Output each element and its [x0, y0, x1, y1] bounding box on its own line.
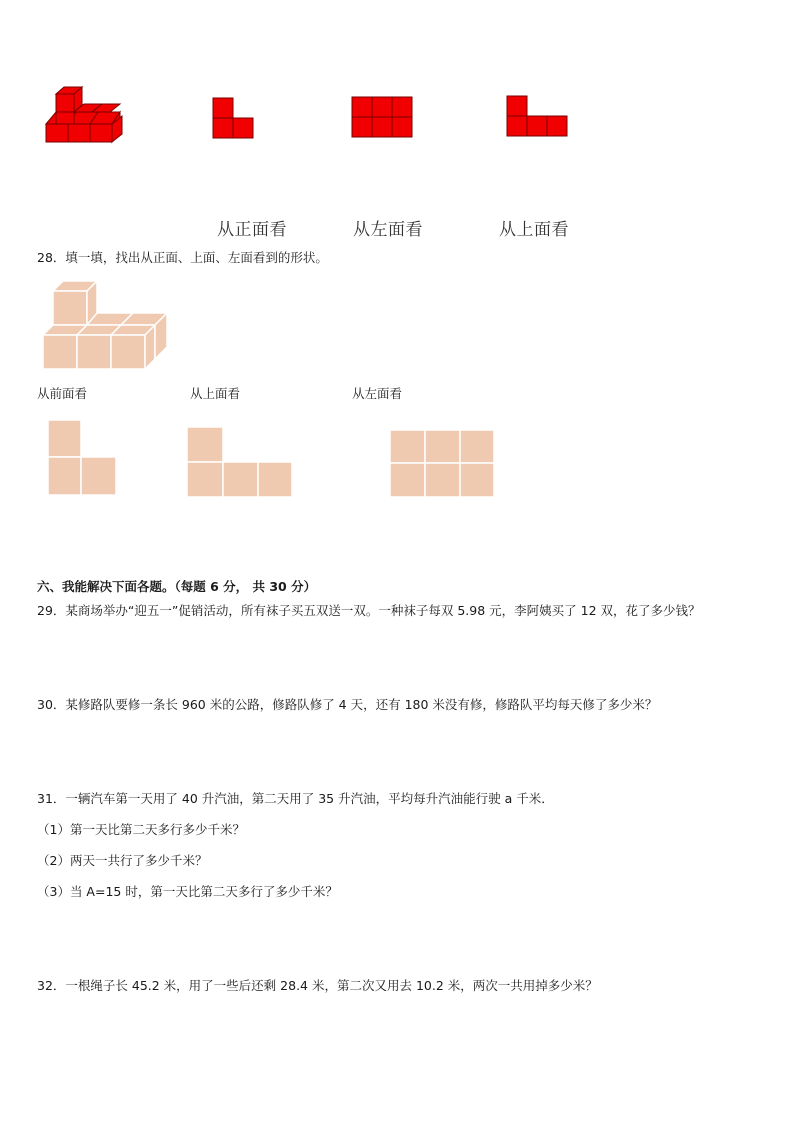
tan-view-shape-rect	[389, 429, 497, 499]
question-31-part-2: （2）两天一共行了多少千米？	[37, 853, 208, 868]
red-cube-solid-figure	[44, 84, 126, 146]
question-31-part-3: （3）当 A=15 时，第一天比第二天多行了多少千米？	[37, 884, 338, 899]
fig27-label-top: 从上面看	[499, 220, 569, 240]
tan-view-shape-long-l	[186, 426, 294, 498]
fig27-label-left: 从左面看	[353, 220, 423, 240]
red-view-shape-rect	[351, 96, 413, 138]
question-29: 29．某商场举办“迎五一”促销活动，所有袜子买五双送一双。一种袜子每双 5.98 元，李阿姨买了 12 双，花了多少钱？	[37, 603, 701, 618]
question-31: 31．一辆汽车第一天用了 40 升汽油，第二天用了 35 升汽油，平均每升汽油能行驶 a 千米．	[37, 791, 554, 806]
tan-view-shape-l	[47, 419, 119, 497]
q28-label-top: 从上面看	[190, 386, 241, 401]
question-32: 32．一根绳子长 45.2 米，用了一些后还剩 28.4 米，第二次又用去 10.2 米，两次一共用掉多少米？	[37, 978, 598, 993]
question-30: 30．某修路队要修一条长 960 米的公路，修路队修了 4 天，还有 180 米没有修，修路队平均每天修了多少米？	[37, 697, 658, 712]
red-view-shape-long-l	[506, 95, 568, 137]
q28-label-front: 从前面看	[37, 386, 88, 401]
question-31-part-1: （1）第一天比第二天多行多少千米？	[37, 822, 245, 837]
q28-label-left: 从左面看	[352, 386, 403, 401]
red-view-shape-l	[212, 97, 256, 139]
q28-text: 28．填一填，找出从正面、上面、左面看到的形状。	[37, 250, 328, 265]
tan-cube-solid-figure	[41, 279, 171, 371]
section-title: 六、我能解决下面各题。（每题 6 分， 共 30 分）	[37, 579, 317, 594]
fig27-label-front: 从正面看	[217, 220, 287, 240]
